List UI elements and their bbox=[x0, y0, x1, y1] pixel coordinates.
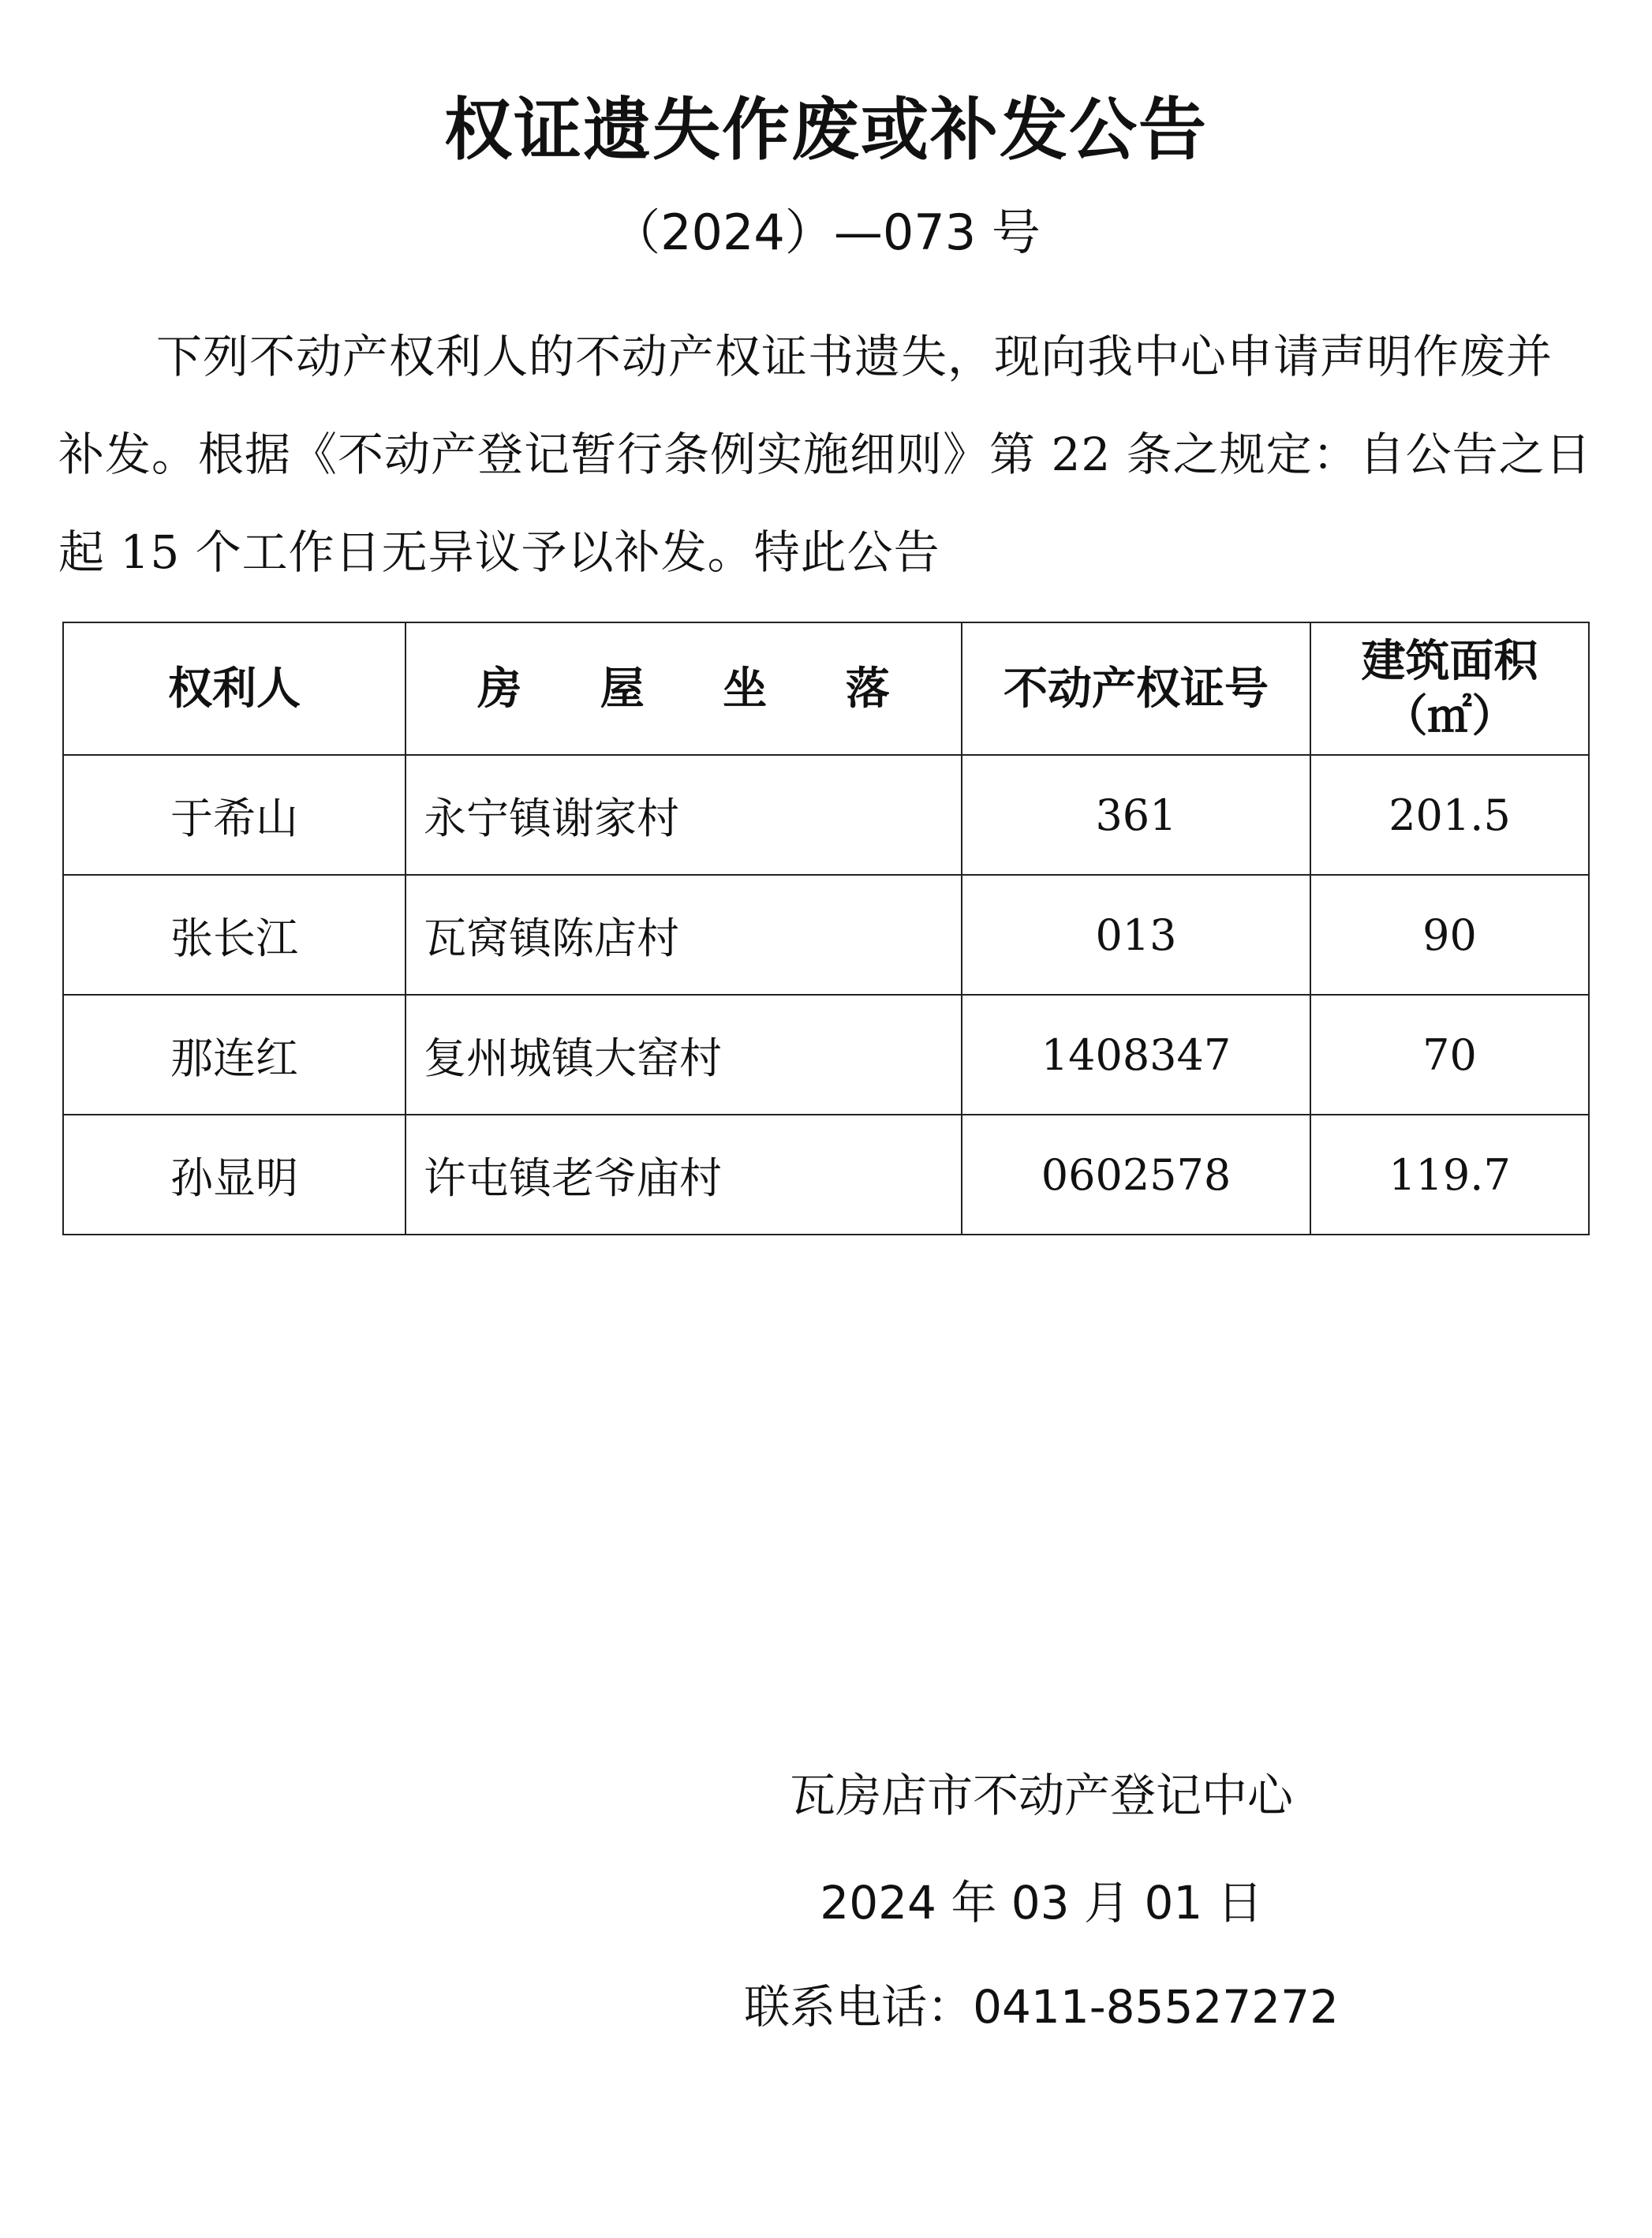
cell-cert-no: 013 bbox=[962, 875, 1310, 995]
issuing-organization: 瓦房店市不动产登记中心 bbox=[789, 1769, 1293, 1822]
cell-location: 永宁镇谢家村 bbox=[406, 755, 962, 875]
issue-date: 2024 年 03 月 01 日 bbox=[820, 1876, 1263, 1930]
contact-phone: 联系电话：0411-85527272 bbox=[744, 1980, 1339, 2034]
cell-area: 201.5 bbox=[1310, 755, 1589, 875]
cell-location: 复州城镇大窑村 bbox=[406, 995, 962, 1115]
cell-owner: 孙显明 bbox=[63, 1115, 406, 1235]
cell-owner: 于希山 bbox=[63, 755, 406, 875]
notice-number: （2024）—073 号 bbox=[611, 204, 1041, 261]
header-location bbox=[406, 622, 962, 755]
cell-area: 90 bbox=[1310, 875, 1589, 995]
cell-location: 瓦窝镇陈店村 bbox=[406, 875, 962, 995]
cell-cert-no: 1408347 bbox=[962, 995, 1310, 1115]
cell-area: 119.7 bbox=[1310, 1115, 1589, 1235]
table-row bbox=[63, 875, 1589, 995]
cell-owner: 张长江 bbox=[63, 875, 406, 995]
cell-location: 许屯镇老爷庙村 bbox=[406, 1115, 962, 1235]
header-area bbox=[1310, 622, 1589, 755]
header-area-label: 建筑面积 bbox=[1361, 635, 1538, 687]
header-cert-no: 不动产权证号 bbox=[962, 622, 1310, 755]
table-row bbox=[63, 1115, 1589, 1235]
notice-intro: 下列不动产权利人的不动产权证书遗失，现向我中心申请声明作废并补发。根据《不动产登记暂行条例实施细则》第 22 条之规定：自公告之日起 15 个工作日无异议予以补发。特此公告 bbox=[58, 330, 1592, 579]
table-row bbox=[63, 755, 1589, 875]
header-location-label: 房 屋 坐 落 bbox=[477, 663, 921, 715]
cell-cert-no: 0602578 bbox=[962, 1115, 1310, 1235]
header-area-unit: （㎡） bbox=[1383, 690, 1516, 742]
table-header-row bbox=[63, 622, 1589, 755]
cell-owner: 那连红 bbox=[63, 995, 406, 1115]
notice-title: 权证遗失作废或补发公告 bbox=[444, 91, 1208, 170]
table-row bbox=[63, 995, 1589, 1115]
cell-cert-no: 361 bbox=[962, 755, 1310, 875]
header-owner: 权利人 bbox=[63, 622, 406, 755]
records-table bbox=[62, 622, 1590, 1235]
cell-area: 70 bbox=[1310, 995, 1589, 1115]
